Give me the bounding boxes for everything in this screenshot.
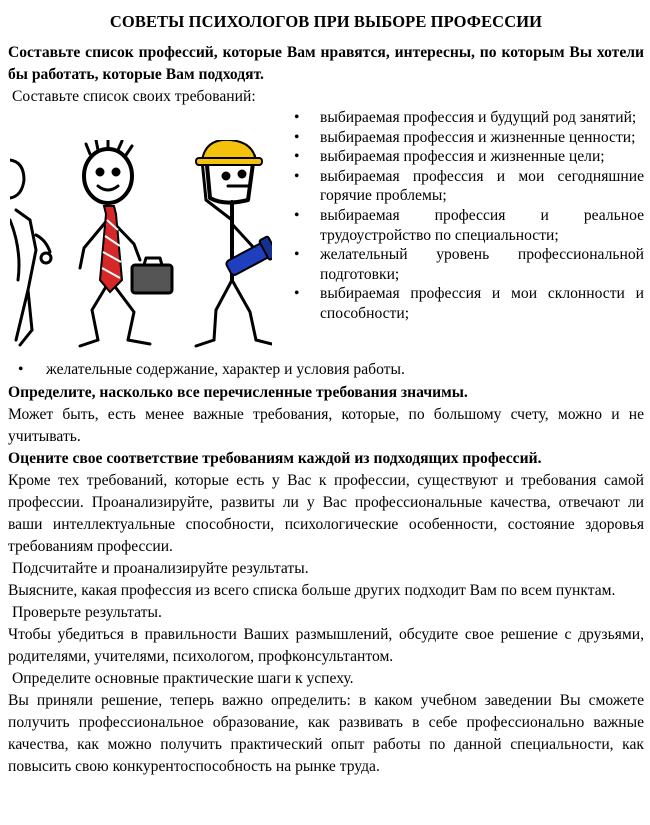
page-title: СОВЕТЫ ПСИХОЛОГОВ ПРИ ВЫБОРЕ ПРОФЕССИИ [109,12,543,31]
step-text: Вы приняли решение, теперь важно определить: в каком учебном заведении Вы сможете получить профессиональное образование, как развивать в себе профессионально важные качества, как можно получить практический опыт работы по данной специальности, как повысить свою конкурентоспособность на рынке труда. [8,691,644,775]
requirements-heading: Составьте список своих требований: [12,88,256,105]
requirements-list [286,108,644,324]
step-heading: Определите основные практические шаги к успеху. [12,669,354,687]
list-item: • желательные содержание, характер и условия работы. [8,360,644,380]
intro-paragraph: Составьте список профессий, которые Вам нравятся, интересны, по которым Вы хотели бы работать, которые Вам подходят. [8,44,644,83]
section-text: Кроме тех требований, которые есть у Вас к профессии, существуют и требования самой профессии. Проанализируйте, развиты ли у Вас профессиональные качества, отвечают ли ваши интеллектуальные способности, психологические особенности, состояние здоровья требованиям профессии. [8,471,644,555]
list-item: • выбираемая профессия и мои сегодняшние горячие проблемы; [286,167,644,206]
section-heading: Оцените свое соответствие требованиям каждой из подходящих профессий. [8,449,542,467]
list-item: • выбираемая профессия и жизненные ценности; [286,128,644,148]
stick-figures-illustration [10,140,272,350]
list-item: • выбираемая профессия и реальное трудоустройство по специальности; [286,206,644,245]
list-item: • желательный уровень профессиональной подготовки; [286,245,644,284]
section-heading: Определите, насколько все перечисленные требования значимы. [8,383,468,401]
list-item: • выбираемая профессия и жизненные цели; [286,147,644,167]
step-heading: Подсчитайте и проанализируйте результаты. [12,559,309,577]
step-heading: Проверьте результаты. [12,603,162,621]
document-page [8,0,644,778]
step-text: Чтобы убедиться в правильности Ваших размышлений, обсудите свое решение с друзьями, родителями, учителями, психологом, профконсультантом. [8,625,644,665]
step-text: Выясните, какая профессия из всего списка больше других подходит Вам по всем пунктам. [8,581,616,599]
section-text: Может быть, есть менее важные требования, которые, по большому счету, можно и не учитывать. [8,405,644,445]
list-item: • выбираемая профессия и будущий род занятий; [286,108,644,128]
list-item: • выбираемая профессия и мои склонности и способности; [286,284,644,323]
requirements-block [8,108,644,360]
